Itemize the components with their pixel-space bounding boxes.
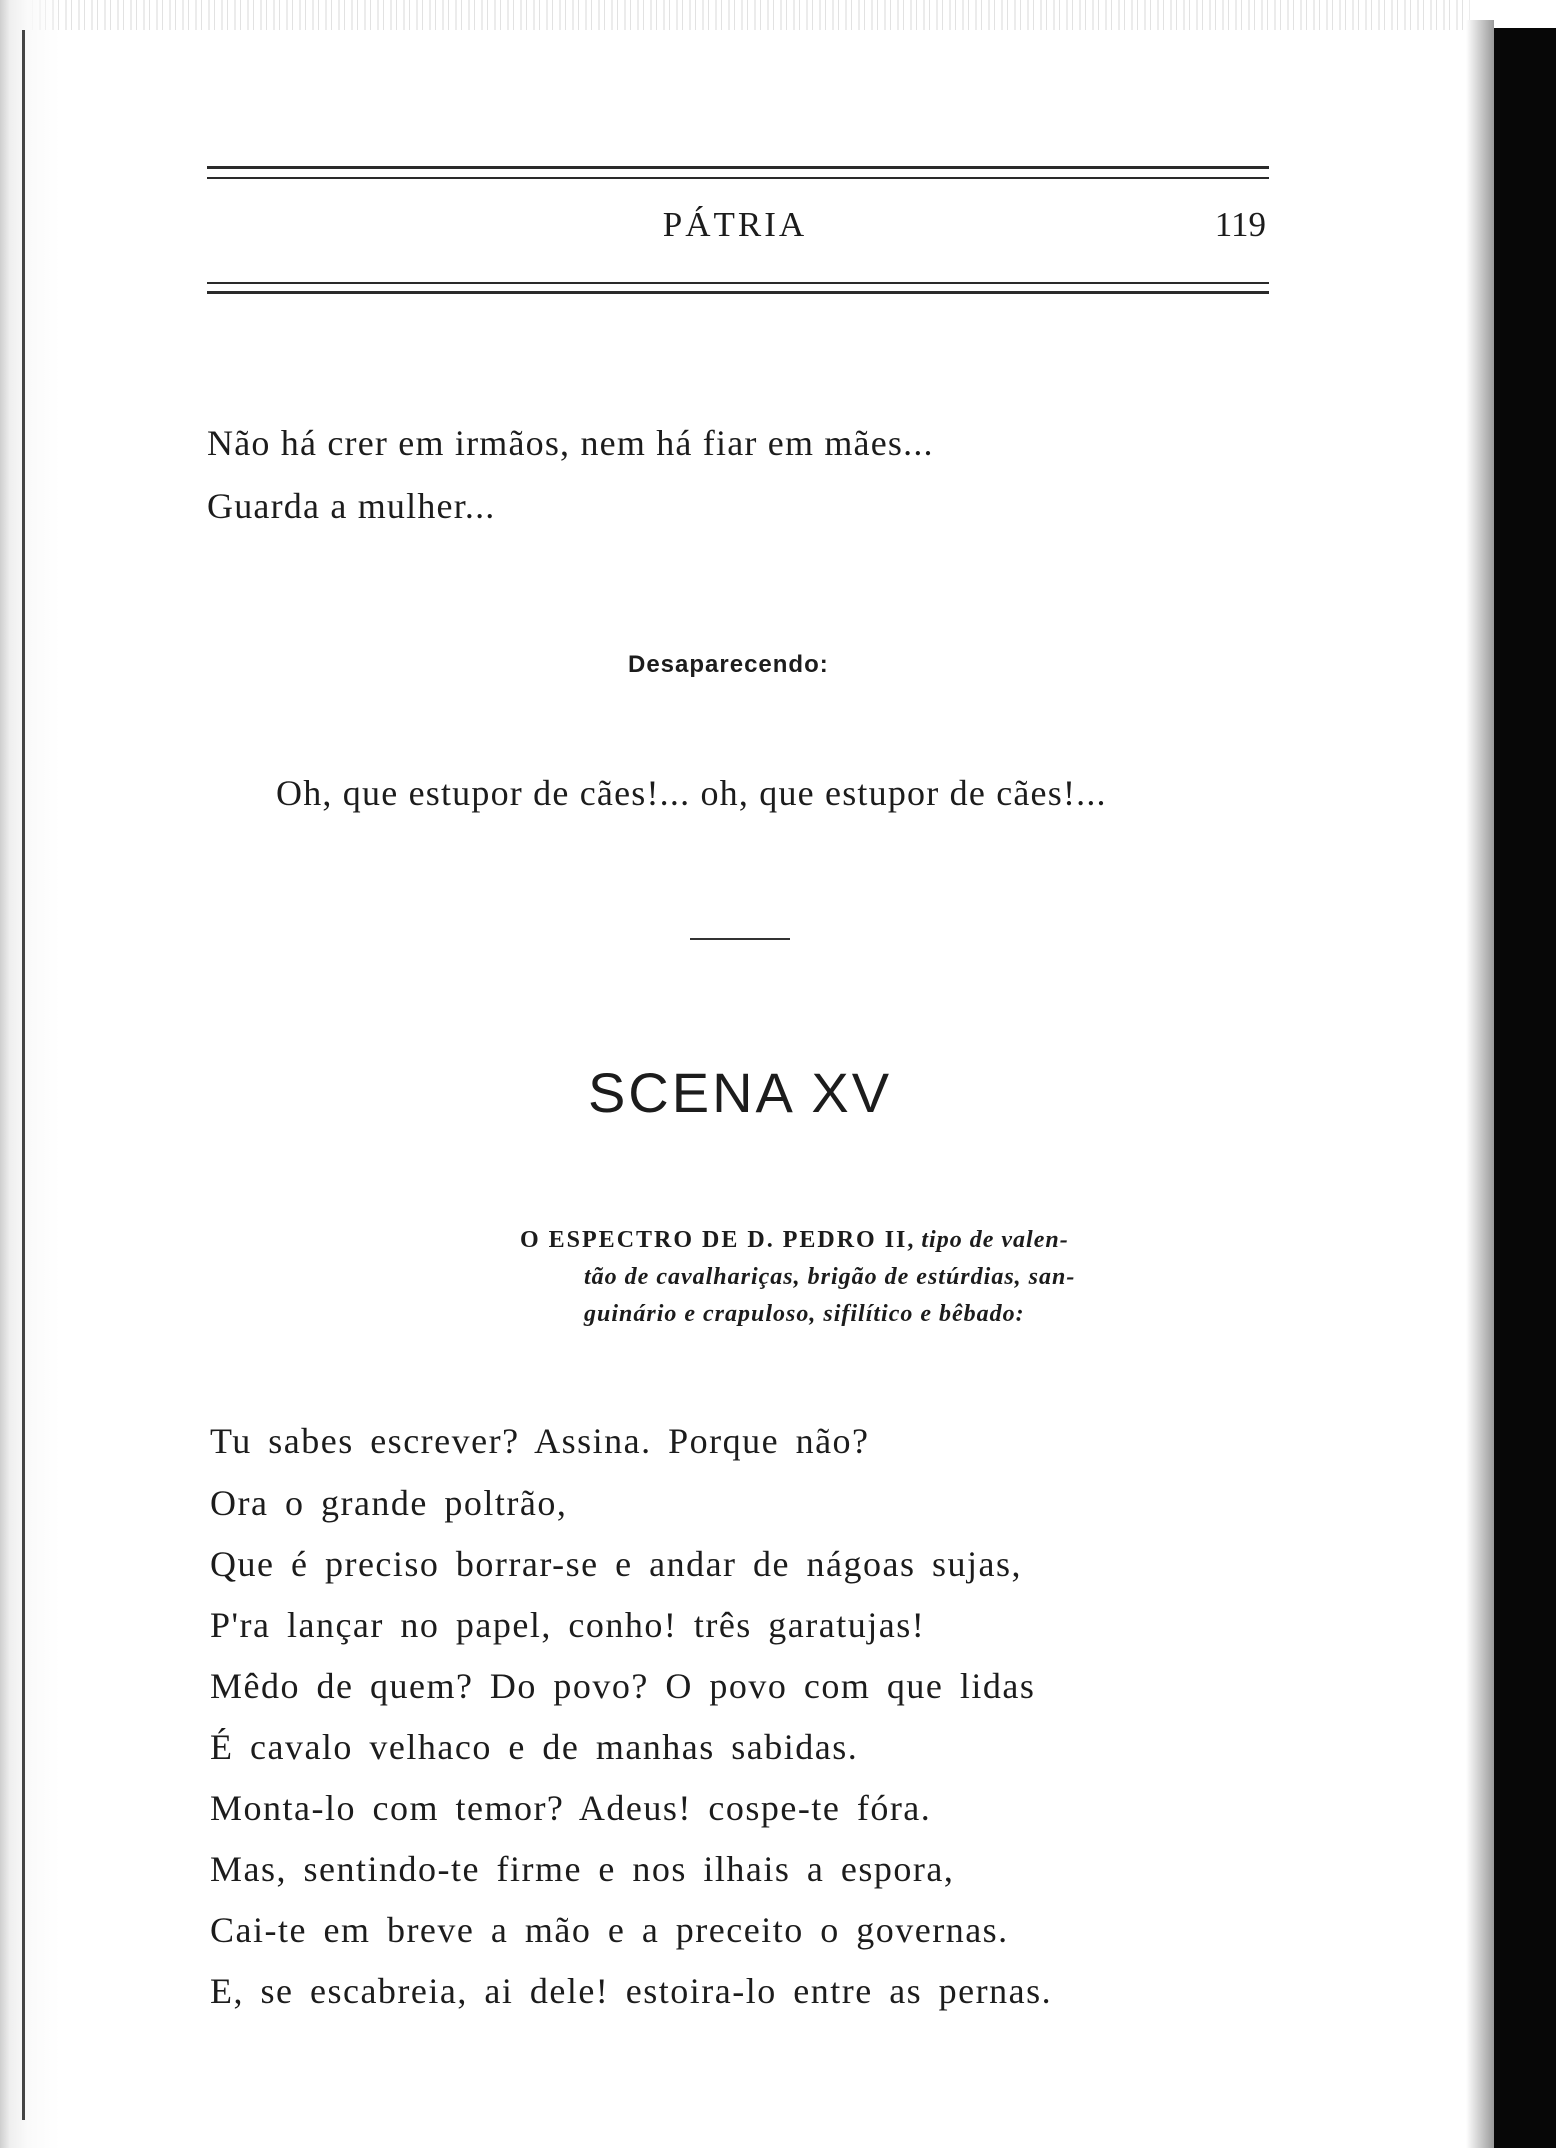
verse-line: Tu sabes escrever? Assina. Porque não?	[210, 1421, 870, 1461]
verse-line: P'ra lançar no papel, conho! três garatujas!	[210, 1605, 926, 1645]
verse-line: Que é preciso borrar-se e andar de nágoas sujas,	[210, 1544, 1022, 1584]
header-rule-bottom	[207, 291, 1269, 294]
scan-left-edge-line	[22, 30, 25, 2120]
scan-left-shadow	[0, 0, 60, 2148]
character-description-line: tão de cavalhariças, brigão de estúrdias, san-	[584, 1264, 1076, 1290]
verse-line: Monta-lo com temor? Adeus! cospe-te fóra.	[210, 1788, 932, 1828]
character-name: O ESPECTRO DE D. PEDRO II,	[520, 1227, 916, 1253]
intro-line: Não há crer em irmãos, nem há fiar em mães...	[207, 423, 934, 463]
verse-line: E, se escabreia, ai dele! estoira-lo entre as pernas.	[210, 1971, 1053, 2011]
stage-direction: Desaparecendo:	[628, 651, 829, 678]
scan-spine-shadow	[1466, 20, 1494, 2148]
verse-line: É cavalo velhaco e de manhas sabidas.	[210, 1727, 859, 1767]
running-header-title: PÁTRIA	[662, 205, 808, 244]
character-description-line: guinário e crapuloso, sifilítico e bêbado:	[584, 1301, 1025, 1327]
intro-line: Guarda a mulher...	[207, 486, 496, 526]
verse-line: Mêdo de quem? Do povo? O povo com que lidas	[210, 1666, 1036, 1706]
scan-book-spine	[1494, 28, 1556, 2148]
header-rule-bottom-thin	[207, 282, 1269, 284]
verse-line: Ora o grande poltrão,	[210, 1483, 568, 1523]
verse-line: Mas, sentindo-te firme e nos ilhais a espora,	[210, 1849, 955, 1889]
character-description	[520, 1222, 1280, 1333]
scan-top-speckle	[0, 0, 1470, 30]
exclamation-line: Oh, que estupor de cães!... oh, que estupor de cães!...	[276, 773, 1107, 813]
section-divider	[690, 938, 790, 940]
page-number: 119	[1214, 205, 1266, 244]
character-description-line: tipo de valen-	[921, 1227, 1069, 1253]
header-rule-top	[207, 166, 1269, 169]
verse-line: Cai-te em breve a mão e a preceito o governas.	[210, 1910, 1009, 1950]
header-rule-top-thin	[207, 177, 1269, 179]
scene-title: SCENA XV	[587, 1061, 893, 1124]
